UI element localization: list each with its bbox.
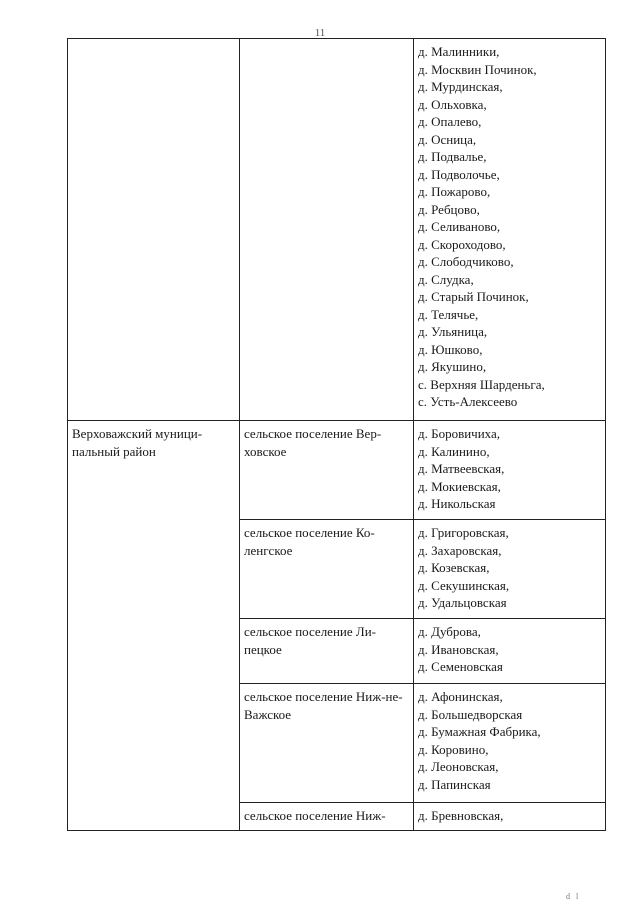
footer-mark: d l [566,892,581,901]
villages-cell [414,520,606,619]
village-item: д. Ребцово, [418,201,480,217]
village-item: д. Скороходово, [418,236,506,252]
village-item: д. Селиваново, [418,219,501,234]
settlement-name: сельское поселение Ко-ленгское [244,525,375,558]
villages-cell [414,684,606,803]
village-item: д. Бумажная Фабрика, [418,724,541,739]
settlement-cell [240,684,414,803]
village-list [418,425,602,513]
village-list [418,623,602,676]
village-item: д. Телячье, [418,306,479,322]
village-item: д. Секушинская, [418,577,510,593]
table-row [68,39,606,421]
village-item: д. Подвалье, [418,149,487,164]
village-list [418,688,602,793]
village-item: д. Козевская, [418,560,490,575]
village-item: д. Никольская [418,496,496,511]
village-item: д. Григоровская, [418,525,509,540]
settlement-name: сельское поселение Вер-ховское [244,426,382,459]
villages-cell [414,421,606,520]
village-item: д. Старый Починок, [418,289,529,304]
village-item: д. Коровино, [418,741,489,757]
village-item: д. Ивановская, [418,641,499,657]
village-item: д. Бревновская, [418,808,504,823]
village-item: д. Калинино, [418,443,490,459]
village-item: с. Верхняя Шарденьга, [418,376,545,392]
village-item: д. Боровичиха, [418,426,501,441]
village-list [418,43,602,411]
village-item: д. Ольховка, [418,96,487,112]
village-item: с. Усть-Алексеево [418,394,518,409]
village-item: д. Якушино, [418,359,487,374]
village-item: д. Подволочье, [418,166,500,182]
village-item: д. Юшково, [418,341,483,357]
village-item: д. Захаровская, [418,542,502,558]
district-cell [68,421,240,831]
village-item: д. Мокиевская, [418,478,501,494]
table-row [68,421,606,520]
settlements-table [67,38,606,831]
village-item: д. Мурдинская, [418,79,503,94]
villages-cell [414,803,606,831]
village-item: д. Дуброва, [418,624,481,639]
settlement-cell [240,619,414,684]
district-name: Верховажский муници-пальный район [72,426,203,459]
villages-cell [414,619,606,684]
village-item: д. Удальцовская [418,595,507,610]
village-item: д. Москвин Починок, [418,61,537,77]
village-item: д. Матвеевская, [418,461,505,476]
settlement-cell [240,520,414,619]
settlement-name: сельское поселение Ли-пецкое [244,624,376,657]
village-item: д. Слободчиково, [418,254,514,269]
district-cell [68,39,240,421]
settlement-cell [240,39,414,421]
settlement-name: сельское поселение Ниж- [244,808,386,823]
village-list [418,524,602,612]
villages-cell [414,39,606,421]
village-item: д. Семеновская [418,659,503,674]
village-item: д. Слудка, [418,271,474,287]
settlement-cell [240,803,414,831]
page-number: 11 [314,27,326,39]
village-item: д. Осница, [418,131,477,147]
village-item: д. Пожарово, [418,184,491,199]
village-item: д. Опалево, [418,114,482,129]
village-item: д. Большедворская [418,706,523,722]
settlement-name: сельское поселение Ниж-не-Важское [244,689,403,722]
village-item: д. Ульяница, [418,324,488,339]
village-item: д. Леоновская, [418,759,499,774]
village-list [418,807,602,825]
settlement-cell [240,421,414,520]
village-item: д. Папинская [418,776,491,792]
village-item: д. Малинники, [418,44,500,59]
village-item: д. Афонинская, [418,689,503,704]
